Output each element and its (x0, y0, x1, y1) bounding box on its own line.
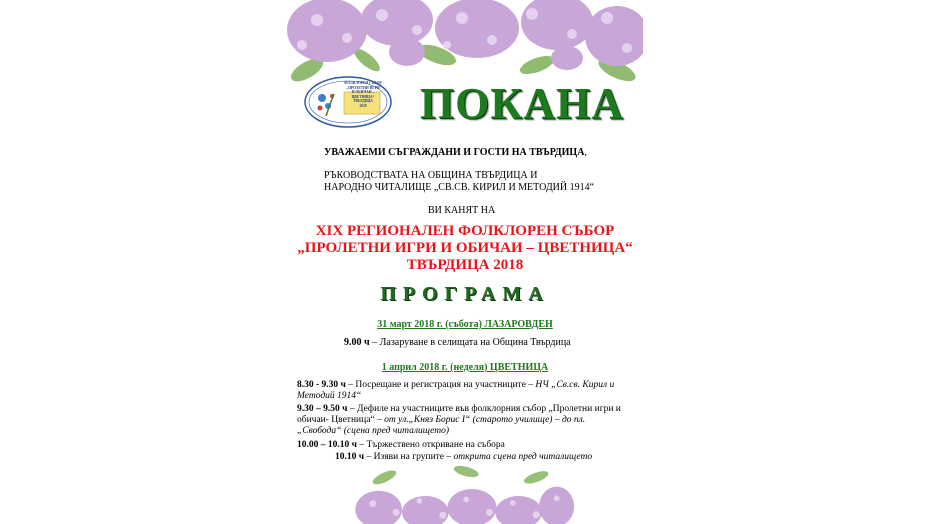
event-line-2: „ПРОЛЕТНИ ИГРИ И ОБИЧАИ – ЦВЕТНИЦА“ (297, 240, 633, 256)
day2-item-1: 8.30 - 9.30 ч – Посрещане и регистрация на участниците – НЧ „Св.св. Кирил и Методий 1914“ (297, 380, 615, 401)
greeting: УВАЖАЕМИ СЪГРАЖДАНИ И ГОСТИ НА ТВЪРДИЦА, (324, 147, 587, 158)
host-line-1: РЪКОВОДСТВАТА НА ОБЩИНА ТВЪРДИЦА И (324, 170, 538, 181)
program-heading: ПРОГРАМА (380, 283, 550, 305)
day2-date: 1 април 2018 г. (неделя) ЦВЕТНИЦА (381, 362, 549, 373)
host-line-2: НАРОДНО ЧИТАЛИЩЕ „СВ.СВ. КИРИЛ И МЕТОДИЙ 1914“ (324, 182, 595, 193)
invite-line: ВИ КАНЯТ НА (428, 205, 496, 216)
event-line-3: ТВЪРДИЦА 2018 (406, 257, 524, 273)
day2-item-4: 10.10 ч – Изяви на групите – открита сцена пред читалището (335, 452, 593, 462)
invitation-page (287, 0, 643, 524)
logo-text: ФОЛКЛОРЕН СЪБОР „ПРОЛЕТНИ ИГРИ И ОБИЧАИ – ЦВЕТНИЦА“ ТВЪРДИЦА 2018 (344, 81, 382, 108)
day1-date: 31 март 2018 г. (събота) ЛАЗАРОВДЕН (377, 319, 553, 330)
event-line-1: XIX РЕГИОНАЛЕН ФОЛКЛОРЕН СЪБОР (315, 223, 615, 239)
invitation-title: ПОКАНА (419, 79, 625, 128)
day2-item-2: 9.30 – 9.50 ч – Дефиле на участниците във фолклорния събор „Пролетни игри и обичаи- Цветница“ – от ул.„Княз Борис I“ (старото училище) – до пл. „Свобода“ (сцена пред читалището) (297, 404, 621, 436)
lilac-bottom-decoration (287, 454, 643, 524)
day1-item: 9.00 ч – Лазаруване в селищата на Община Твърдица (344, 337, 571, 348)
day2-item-3: 10.00 – 10.10 ч – Тържествено откриване на събора (297, 440, 505, 450)
